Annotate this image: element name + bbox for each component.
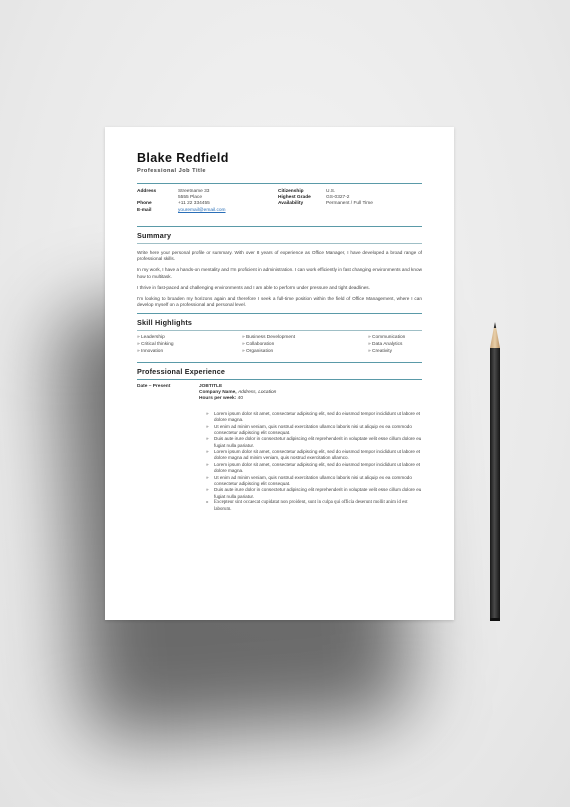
bullet-marker: » [206,474,209,480]
contact-block [137,189,422,226]
hours-value: 40 [237,396,244,402]
skills-column [137,334,174,355]
bullet-marker: » [206,449,209,455]
email-link[interactable]: youremail@email.com [178,207,226,213]
contact-values-right [326,189,373,208]
experience-date: Date – Present [137,383,171,389]
skill-item: » Business Development [242,334,296,340]
experience-bullets [199,411,422,513]
contact-labels-left [137,189,156,214]
address-line1: Streetname 33 [178,189,210,194]
contact-labels-right [278,189,311,208]
resume-job-title: Professional Job Title [137,168,207,174]
bullet-marker: » [206,500,209,506]
experience-job-title: JOBTITLE [199,383,223,389]
skills-title: Skill Highlights [137,317,193,327]
summary-paragraph: Write here your personal profile or summary. With over 8 years of experience as Office Manager, I have developed a broad range of professional skills. [137,250,422,262]
header-rule [137,183,422,184]
summary-bottom-rule [137,313,422,314]
skill-item: » Organisation [242,348,274,354]
address-label: Address [137,189,157,194]
list-item [206,462,422,475]
summary-paragraph: I thrive in fast-paced and challenging environments and I am able to perform under pressure and tight deadlines. [137,284,370,290]
experience-entry [137,384,422,513]
bullet-marker: » [206,423,209,429]
list-item [206,436,422,449]
list-item [206,475,422,488]
skill-item: » Collaboration [242,341,275,347]
availability-value: Permanent / Full Time [326,201,373,207]
experience-detail [199,384,422,513]
skills-grid [137,334,422,360]
list-item [206,449,422,462]
experience-rule [137,379,422,380]
hours-label: Hours per week: [199,396,237,402]
summary-title: Summary [137,231,172,240]
list-item [206,500,422,513]
skills-section [137,318,422,360]
list-item [206,424,422,437]
citizenship-label: Citizenship [278,189,304,194]
contact-values-left [178,189,226,214]
skill-item: » Innovation [137,348,164,354]
address-line2: 5555 Place [178,195,203,201]
list-item [206,487,422,500]
resume-page [105,127,454,620]
bullet-text: Lorem ipsum dolor sit amet, consectetur adipiscing elit, sed do eiusmod tempor incididunt ut labore et dolore magna ad minim veniam, quis nostrud exercitation ullamco. [214,449,421,461]
bullet-marker: » [206,436,209,442]
resume-name: Blake Redfield [137,151,229,165]
bullet-marker: » [206,487,209,493]
skill-item: » Data Analytics [368,341,403,347]
experience-section [137,367,422,513]
resume-content [137,151,422,513]
summary-section [137,231,422,308]
bullet-text: Ut enim ad minim veniam, quis nostrud exercitation ullamco laboris nisi ut aliquip ex ea commodo consectetur adipiscing elit consequat. [214,423,412,435]
availability-label: Availability [278,201,304,207]
summary-paragraph: I'm looking to broaden my horizons again and therefore I seek a full-time position within the field of Office Management, where I can develop myself on a professional and personal level. [137,295,422,307]
bullet-marker: » [206,461,209,467]
summary-rule [137,243,422,244]
skill-item: » Communication [368,334,406,340]
phone-value: +11 22 334455 [178,201,210,207]
skills-rule [137,330,422,331]
skill-item: » Leadership [137,334,165,340]
company-name: Company Name, [199,390,237,396]
bullet-text: Duis aute irure dolor in consectetur adipiscing elit reprehenderit in voluptate velit esse cillum dolore eu fugiat nulla pariatur. [214,436,422,448]
company-location: Address, Location [237,390,277,396]
phone-label: Phone [137,201,152,207]
pencil-image [487,322,503,622]
skill-item: » Creativity [368,348,392,354]
experience-title: Professional Experience [137,366,226,376]
bullet-text: Lorem ipsum dolor sit amet, consectetur adipiscing elit, sed do eiusmod tempor incididunt ut labore et dolore magna. [214,461,421,474]
skills-column [368,334,405,355]
bullet-text: Excepteur sint occaecat cupidatat non proident, sunt in culpa qui officia deserunt mollit anim id est laborum. [214,500,408,512]
citizenship-value: U.S. [326,189,336,194]
experience-hours [199,396,422,402]
skills-column [242,334,295,355]
bullet-text: Duis aute irure dolor in consectetur adipiscing elit reprehenderit in voluptate velit esse cillum dolore eu fugiat nulla pariatur. [214,487,422,499]
contact-rule [137,226,422,227]
grade-label: Highest Grade [278,195,311,201]
bullet-text: Lorem ipsum dolor sit amet, consectetur adipiscing elit, sed do eiusmod tempor incididunt ut labore et dolore magna. [214,410,421,423]
list-item [206,411,422,424]
skill-item: » Critical thinking [137,341,174,347]
bullet-marker: » [206,410,209,416]
bullet-text: Ut enim ad minim veniam, quis nostrud exercitation ullamco laboris nisi ut aliquip ex ea commodo consectetur adipiscing elit consequat. [214,474,412,486]
grade-value: GS-0327-2 [326,195,350,201]
skills-bottom-rule [137,362,422,363]
email-label: E-mail [137,207,152,213]
summary-paragraph: In my work, I have a hands-on mentality and I'm proficient in administration. I can work efficiently in fast changing environments and know how to multitask. [137,267,422,279]
